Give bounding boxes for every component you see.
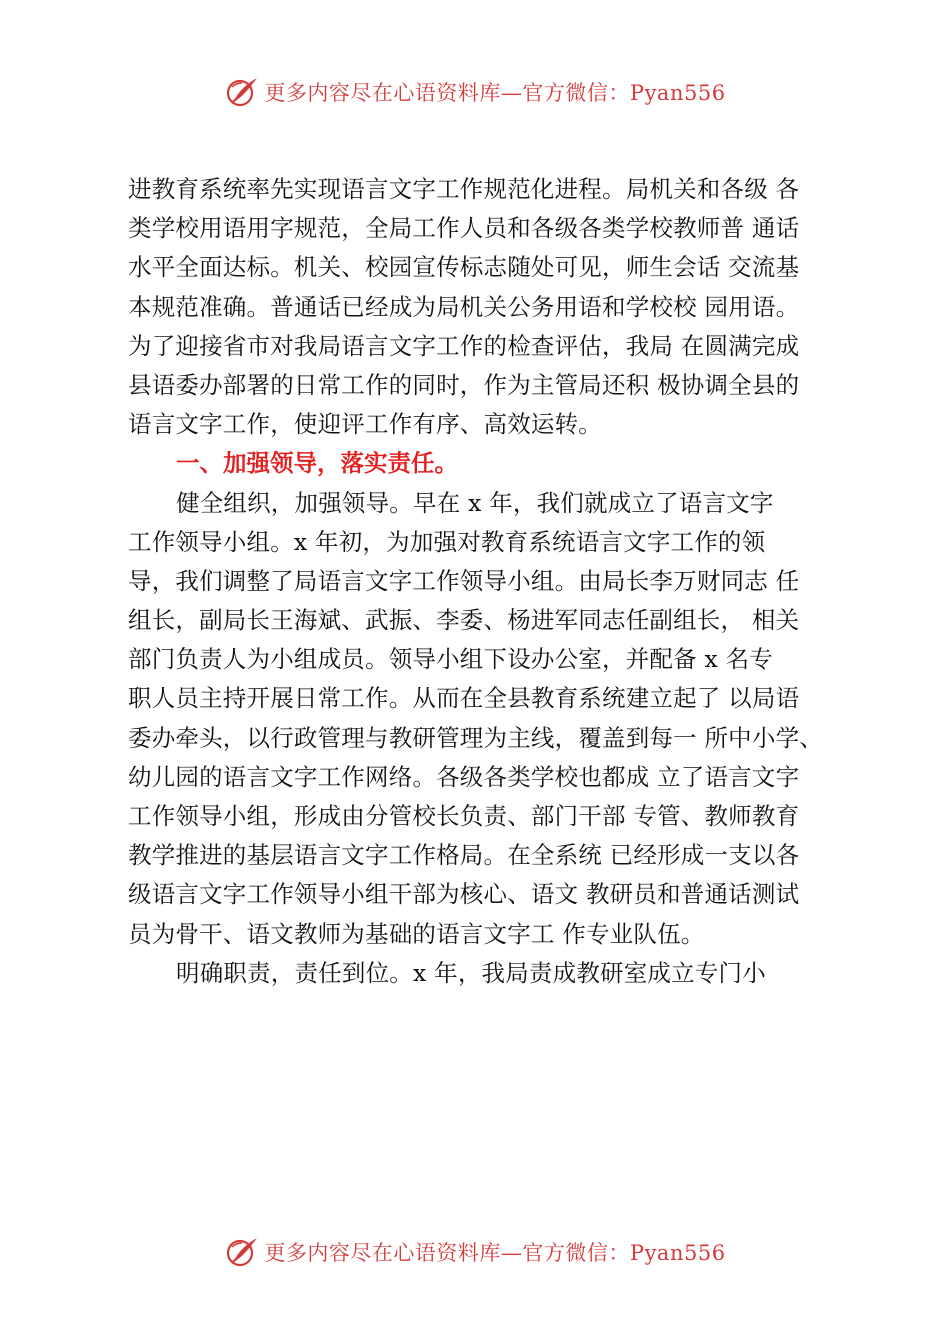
text-line: 为了迎接省市对我局语言文字工作的检查评估，我局 在圆满完成 (128, 331, 800, 360)
text-line: 工作领导小组。x 年初，为加强对教育系统语言文字工作的领 (128, 527, 766, 556)
text-line: 健全组织，加强领导。早在 x 年，我们就成立了语言文字 (176, 488, 774, 517)
banner-text: 更多内容尽在心语资料库—官方微信：Pyan556 (264, 81, 726, 105)
text-line: 部门负责人为小组成员。领导小组下设办公室，并配备 x 名专 (128, 645, 773, 674)
text-line: 类学校用语用字规范，全局工作人员和各级各类学校教师普 通话 (128, 214, 800, 243)
quill-pen-logo-icon (224, 74, 260, 110)
text-line: 职人员主持开展日常工作。从而在全县教育系统建立起了 以局语 (128, 684, 800, 713)
text-line: 员为骨干、语文教师为基础的语言文字工 作专业队伍。 (128, 919, 705, 948)
document-body (128, 170, 828, 993)
text-line: 语言文字工作，使迎评工作有序、高效运转。 (128, 410, 602, 439)
text-line: 教学推进的基层语言文字工作格局。在全系统 已经形成一支以各 (128, 841, 800, 870)
banner-text: 更多内容尽在心语资料库—官方微信：Pyan556 (264, 1241, 726, 1265)
text-line: 工作领导小组，形成由分管校长负责、部门干部 专管、教师教育 (128, 802, 800, 830)
paragraph-2 (128, 484, 828, 954)
header-banner (0, 72, 950, 112)
text-line: 组长，副局长王海斌、武振、李委、杨进军同志任副组长， 相关 (128, 606, 800, 635)
quill-pen-logo-icon (224, 1234, 260, 1270)
text-line: 导，我们调整了局语言文字工作领导小组。由局长李万财同志 任 (128, 566, 800, 595)
text-line: 县语委办部署的日常工作的同时，作为主管局还积 极协调全县的 (128, 370, 800, 399)
footer-banner (0, 1232, 950, 1272)
text-line: 级语言文字工作领导小组干部为核心、语文 教研员和普通话测试 (128, 880, 800, 909)
text-line: 委办牵头，以行政管理与教研管理为主线，覆盖到每一 所中小学、 (128, 723, 823, 752)
text-line: 本规范准确。普通话已经成为局机关公务用语和学校校 园用语。 (128, 292, 800, 321)
paragraph-1 (128, 170, 828, 444)
text-line: 进教育系统率先实现语言文字工作规范化进程。局机关和各级 各 (128, 175, 800, 203)
text-line: 明确职责，责任到位。x 年，我局责成教研室成立专门小 (176, 958, 766, 987)
paragraph-3 (128, 954, 828, 993)
text-line: 幼儿园的语言文字工作网络。各级各类学校也都成 立了语言文字 (128, 762, 800, 791)
text-line: 水平全面达标。机关、校园宣传标志随处可见，师生会话 交流基 (128, 253, 800, 282)
section-heading: 一、加强领导，落实责任。 (176, 449, 458, 478)
